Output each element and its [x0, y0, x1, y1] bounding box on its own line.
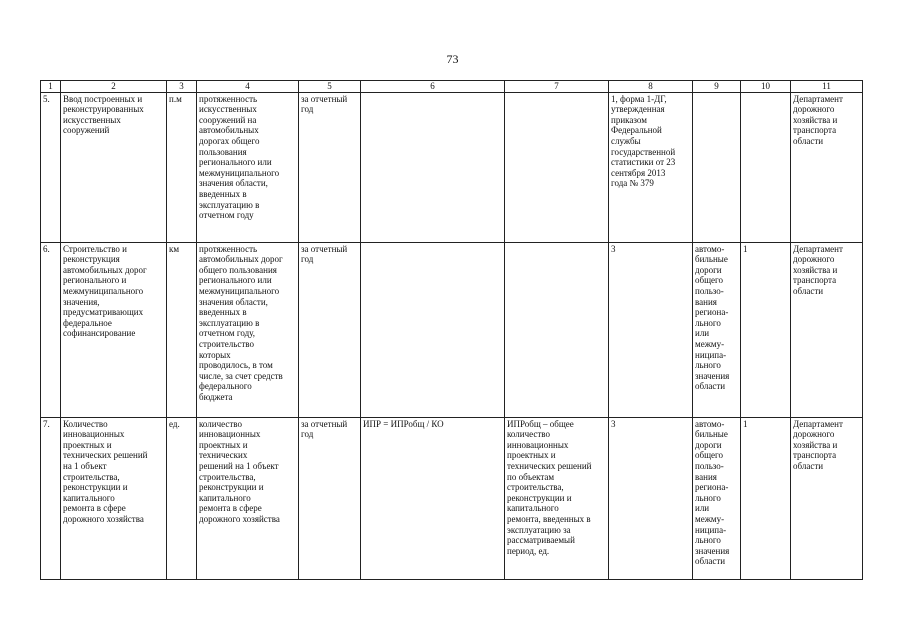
- table-row: [41, 92, 863, 242]
- formula-terms: ИПРобщ – общее количество инновационных проектных и технических решений по объектам строительства, реконструкции и капитального ремонта, введенных в эксплуатацию за рассматриваемый период, ед.: [507, 418, 592, 556]
- row-number: 6.: [43, 243, 50, 254]
- indicator-name: Строительство и реконструкция автомобильных дорог регионального и межмуниципального значения, предусматривающих федеральное софинансирование: [63, 243, 147, 339]
- period: за отчетный год: [301, 243, 348, 265]
- responsible-body: Департамент дорожного хозяйства и транспорта области: [793, 243, 843, 296]
- coverage: 1: [743, 418, 748, 429]
- header-cell: 10: [741, 81, 791, 93]
- page-number: 73: [446, 52, 459, 66]
- header-cell: 7: [505, 81, 609, 93]
- indicators-table: [40, 80, 863, 580]
- formula: ИПР = ИПРобщ / КО: [363, 418, 444, 429]
- data-source: 3: [611, 243, 616, 254]
- indicator-name: Ввод построенных и реконструированных искусственных сооружений: [63, 93, 144, 136]
- unit: км: [169, 243, 180, 254]
- unit: ед.: [169, 418, 180, 429]
- row-number: 7.: [43, 418, 50, 429]
- definition: протяженность автомобильных дорог общего пользования регионального или межмуниципального значения области, введенных в эксплуатацию в отчетном году, строительство которых проводилось, в том числе, за счет средств федерального бюджета: [199, 243, 283, 402]
- period: за отчетный год: [301, 418, 348, 440]
- coverage: 1: [743, 243, 748, 254]
- observation-object: автомо- бильные дороги общего пользо- вания региона- льного или межму- ниципа- льного значения области: [695, 243, 730, 392]
- definition: количество инновационных проектных и технических решений на 1 объект строительства, реконструкции и капитального ремонта в сфере дорожного хозяйства: [199, 418, 280, 524]
- responsible-body: Департамент дорожного хозяйства и транспорта области: [793, 93, 843, 146]
- responsible-body: Департамент дорожного хозяйства и транспорта области: [793, 418, 843, 471]
- header-cell: 9: [693, 81, 741, 93]
- unit: п.м: [169, 93, 182, 104]
- header-cell: 4: [197, 81, 299, 93]
- header-cell: 11: [791, 81, 863, 93]
- row-number: 5.: [43, 93, 50, 104]
- data-source: 3: [611, 418, 616, 429]
- observation-object: автомо- бильные дороги общего пользо- вания региона- льного или межму- ниципа- льного значения области: [695, 418, 730, 567]
- definition: протяженность искусственных сооружений на автомобильных дорогах общего пользования регионального или межмуниципального значения области, введенных в эксплуатацию в отчетном году: [199, 93, 280, 221]
- period: за отчетный год: [301, 93, 348, 115]
- table-row: [41, 417, 863, 579]
- table-header-row: [41, 81, 863, 93]
- data-source: 1, форма 1-ДГ, утвержденная приказом Федеральной службы государственной статистики от 23 сентября 2013 года № 379: [611, 93, 676, 189]
- header-cell: 2: [61, 81, 167, 93]
- header-cell: 3: [167, 81, 197, 93]
- header-cell: 1: [41, 81, 61, 93]
- header-cell: 8: [609, 81, 693, 93]
- header-cell: 6: [361, 81, 505, 93]
- table-row: [41, 242, 863, 417]
- indicator-name: Количество инновационных проектных и технических решений на 1 объект строительства, реконструкции и капитального ремонта в сфере дорожного хозяйства: [63, 418, 148, 524]
- header-cell: 5: [299, 81, 361, 93]
